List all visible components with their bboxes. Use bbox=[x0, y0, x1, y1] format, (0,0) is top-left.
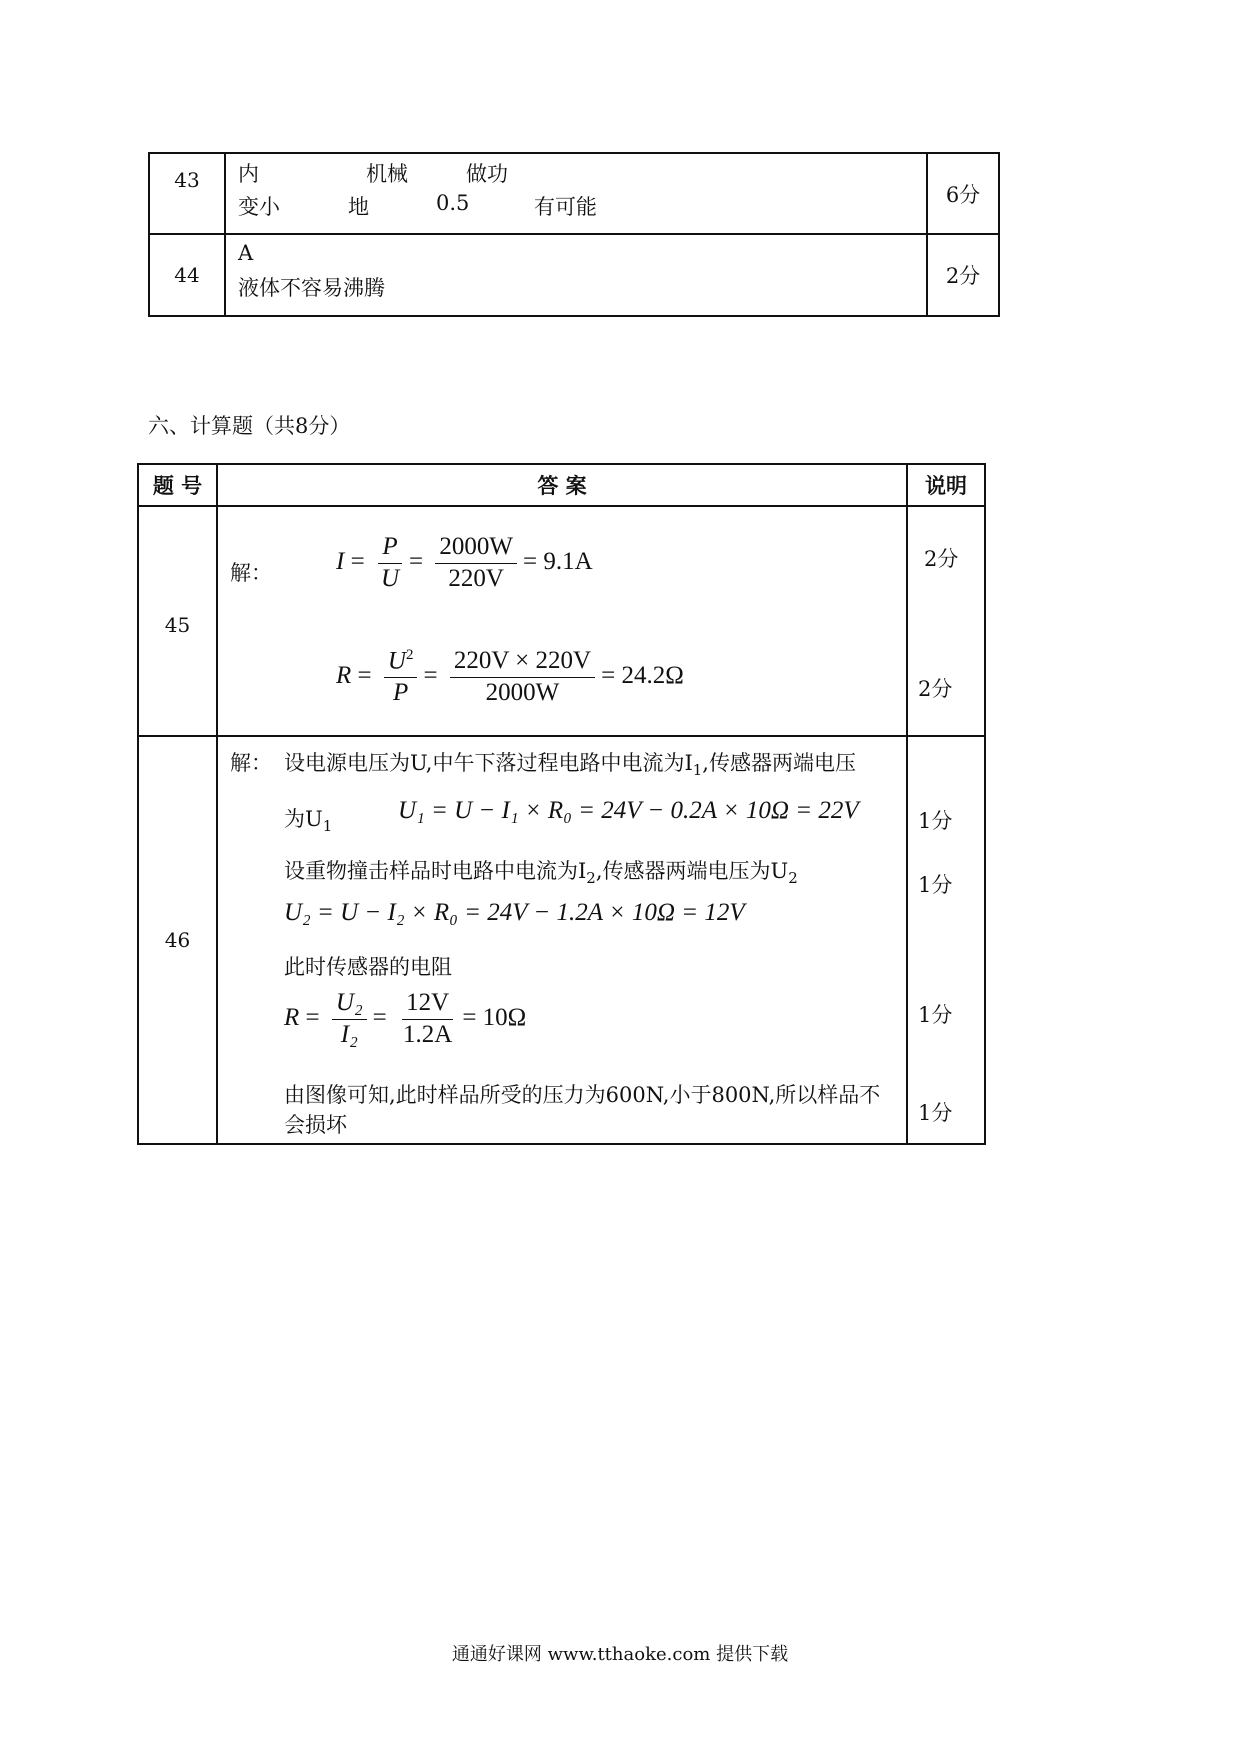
answer-word: 液体不容易沸腾 bbox=[238, 276, 385, 300]
eq-lhs: R bbox=[336, 662, 352, 690]
fraction: $\frac{2000W}{220V}$ bbox=[435, 533, 517, 594]
answer-word: 变小 bbox=[238, 195, 280, 219]
score-cell: 2分 bbox=[927, 234, 999, 316]
section-title: 六、计算题（共8分） bbox=[148, 414, 351, 438]
table-row bbox=[149, 234, 999, 316]
score: 2分 bbox=[918, 677, 953, 701]
answer-word: 0.5 bbox=[436, 191, 470, 215]
answer-word: 地 bbox=[348, 195, 369, 219]
score: 1分 bbox=[918, 809, 953, 833]
header-note: 说明 bbox=[907, 464, 985, 506]
equation-u2: U₂ = U − I₂ × R₀ = 24V − 1.2A × 10Ω = 12V bbox=[284, 899, 745, 926]
answer-text: 由图像可知,此时样品所受的压力为600N,小于800N,所以样品不 bbox=[284, 1083, 881, 1107]
answer-table-1 bbox=[148, 152, 1000, 317]
solve-label: 解： bbox=[230, 561, 272, 585]
answer-word: 有可能 bbox=[534, 195, 597, 219]
score-cell bbox=[907, 506, 985, 736]
answer-text: 为$U_1$ bbox=[284, 807, 333, 836]
question-number: 43 bbox=[149, 153, 225, 234]
answer-text: 会损坏 bbox=[284, 1113, 347, 1137]
eq-result: 24.2Ω bbox=[621, 662, 684, 690]
page-footer: 通通好课网 www.tthaoke.com 提供下载 bbox=[451, 1644, 789, 1665]
table-row bbox=[149, 153, 999, 234]
solve-label: 解： bbox=[230, 751, 272, 775]
answer-cell bbox=[217, 506, 907, 736]
score-cell: 6分 bbox=[927, 153, 999, 234]
fraction: $\frac{12V}{1.2A}$ bbox=[403, 989, 453, 1048]
question-number: 45 bbox=[138, 506, 217, 736]
fraction: $\frac{U^2}{P}$ bbox=[384, 647, 418, 708]
answer-text: 设重物撞击样品时电路中电流为$I_2$,传感器两端电压为$U_2$ bbox=[284, 859, 798, 888]
score: 1分 bbox=[918, 1101, 953, 1125]
equation-r: R = $\frac{\text{U₂}}{\text{I₂}}$ = $\frac{12V}{1.2A}$ = 10Ω bbox=[284, 989, 527, 1048]
answer-word: 机械 bbox=[366, 162, 408, 186]
score: 2分 bbox=[924, 547, 959, 571]
eq-lhs: I bbox=[336, 547, 345, 575]
equation-resistance: R = $\frac{U^2}{P}$ = $\frac{220V \times 220V}{2000W}$ = 24.2Ω bbox=[336, 647, 684, 707]
fraction: $\frac{220V \times 220V}{2000W}$ bbox=[450, 647, 595, 708]
answer-text: 设电源电压为U,中午下落过程电路中电流为$I_1$,传感器两端电压 bbox=[284, 751, 856, 780]
answer-cell bbox=[225, 153, 927, 234]
table-row bbox=[138, 506, 985, 736]
answer-table-2 bbox=[137, 463, 986, 1145]
score-cell bbox=[907, 736, 985, 1144]
header-answer: 答 案 bbox=[217, 464, 907, 506]
answer-cell bbox=[217, 736, 907, 1144]
answer-cell bbox=[225, 234, 927, 316]
table-row bbox=[138, 736, 985, 1144]
score: 1分 bbox=[918, 873, 953, 897]
question-number: 44 bbox=[149, 234, 225, 316]
eq-result: 9.1A bbox=[543, 547, 593, 575]
fraction: $\frac{\text{U₂}}{\text{I₂}}$ bbox=[332, 989, 367, 1050]
fraction: $\frac{P}{U}$ bbox=[377, 533, 403, 594]
answer-word: A bbox=[238, 241, 254, 265]
answer-word: 做功 bbox=[466, 162, 508, 186]
score: 1分 bbox=[918, 1003, 953, 1027]
header-row bbox=[138, 464, 985, 506]
question-number: 46 bbox=[138, 736, 217, 1144]
answer-text: 此时传感器的电阻 bbox=[284, 955, 452, 979]
answer-word: 内 bbox=[238, 162, 259, 186]
header-number: 题 号 bbox=[138, 464, 217, 506]
equation-u1: U₁ = U − I₁ × R₀ = 24V − 0.2A × 10Ω = 22V bbox=[398, 797, 859, 824]
equation-current: I = $\frac{P}{U}$ = $\frac{2000W}{220V}$ = 9.1A bbox=[336, 533, 593, 592]
